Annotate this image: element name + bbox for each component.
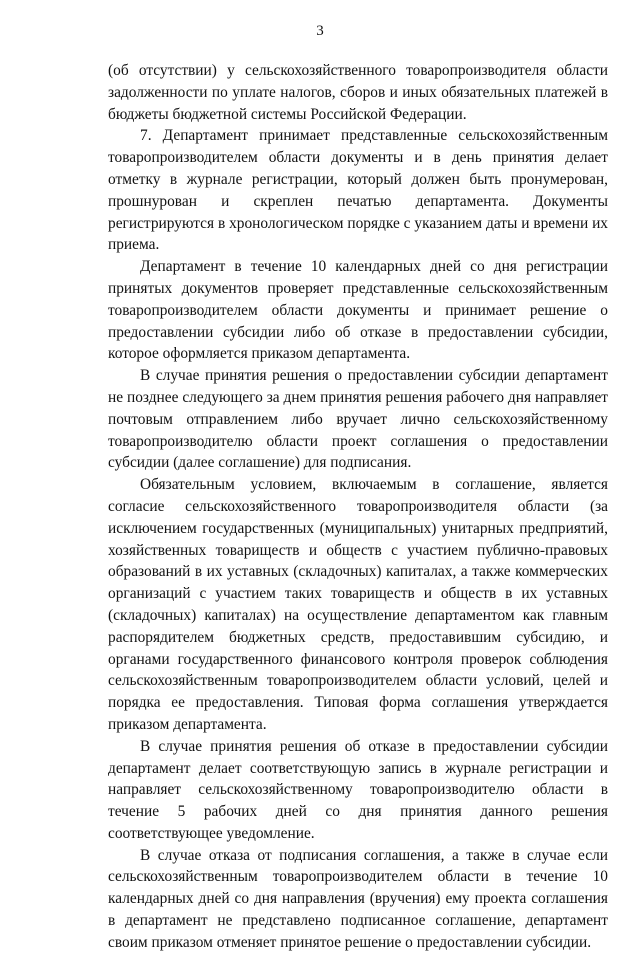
paragraph-review-period: Департамент в течение 10 календарных дней со дня регистрации принятых документов проверяет представленные сельскохозяйственным товаропроизводителем области документы и принимает решение о предоставлении субсидии либо об отказе в предоставлении субсидии, которое оформляется приказом департамента. xyxy=(108,258,608,363)
paragraph-grant-decision: В случае принятия решения о предоставлении субсидии департамент не позднее следующего за днем принятия решения рабочего дня направляет почтовым отправлением либо вручает лично сельскохозяйственному товаропроизводителю области проект соглашения о предоставлении субсидии (далее соглашение) для подписания. xyxy=(108,367,608,472)
paragraph-item-7: 7. Департамент принимает представленные сельскохозяйственным товаропроизводителем области документы и в день принятия делает отметку в журнале регистрации, который должен быть пронумерован, прошнурован и скреплен печатью департамента. Документы регистрируются в хронологическом порядке с указанием даты и времени их приема. xyxy=(108,127,608,254)
document-body xyxy=(108,60,608,954)
paragraph-continuation: (об отсутствии) у сельскохозяйственного товаропроизводителя области задолженности по уплате налогов, сборов и иных обязательных платежей в бюджеты бюджетной системы Российской Федерации. xyxy=(108,62,608,123)
paragraph-refusal-decision: В случае принятия решения об отказе в предоставлении субсидии департамент делает соответствующую запись в журнале регистрации и направляет сельскохозяйственному товаропроизводителю области в течение 5 рабочих дней со дня принятия данного решения соответствующее уведомление. xyxy=(108,737,608,842)
paragraph-agreement-refusal: В случае отказа от подписания соглашения, а также в случае если сельскохозяйственным товаропроизводителем области в течение 10 календарных дней со дня направления (вручения) ему проекта соглашения в департамент не представлено подписанное соглашение, департамент своим приказом отменяет принятое решение о предоставлении субсидии. xyxy=(108,846,608,951)
paragraph-mandatory-condition: Обязательным условием, включаемым в соглашение, является согласие сельскохозяйственного товаропроизводителя области (за исключением государственных (муниципальных) унитарных предприятий, хозяйственных товариществ и обществ с участием публично-правовых образований в их уставных (складочных) капиталах, а также коммерческих организаций с участием таких товариществ и обществ в их уставных (складочных) капиталах) на осуществление департаментом как главным распорядителем бюджетных средств, предоставившим субсидию, и органами государственного финансового контроля проверок соблюдения сельскохозяйственным товаропроизводителем области условий, целей и порядка ее предоставления. Типовая форма соглашения утверждается приказом департамента. xyxy=(108,476,608,733)
page-number: 3 xyxy=(316,23,324,39)
